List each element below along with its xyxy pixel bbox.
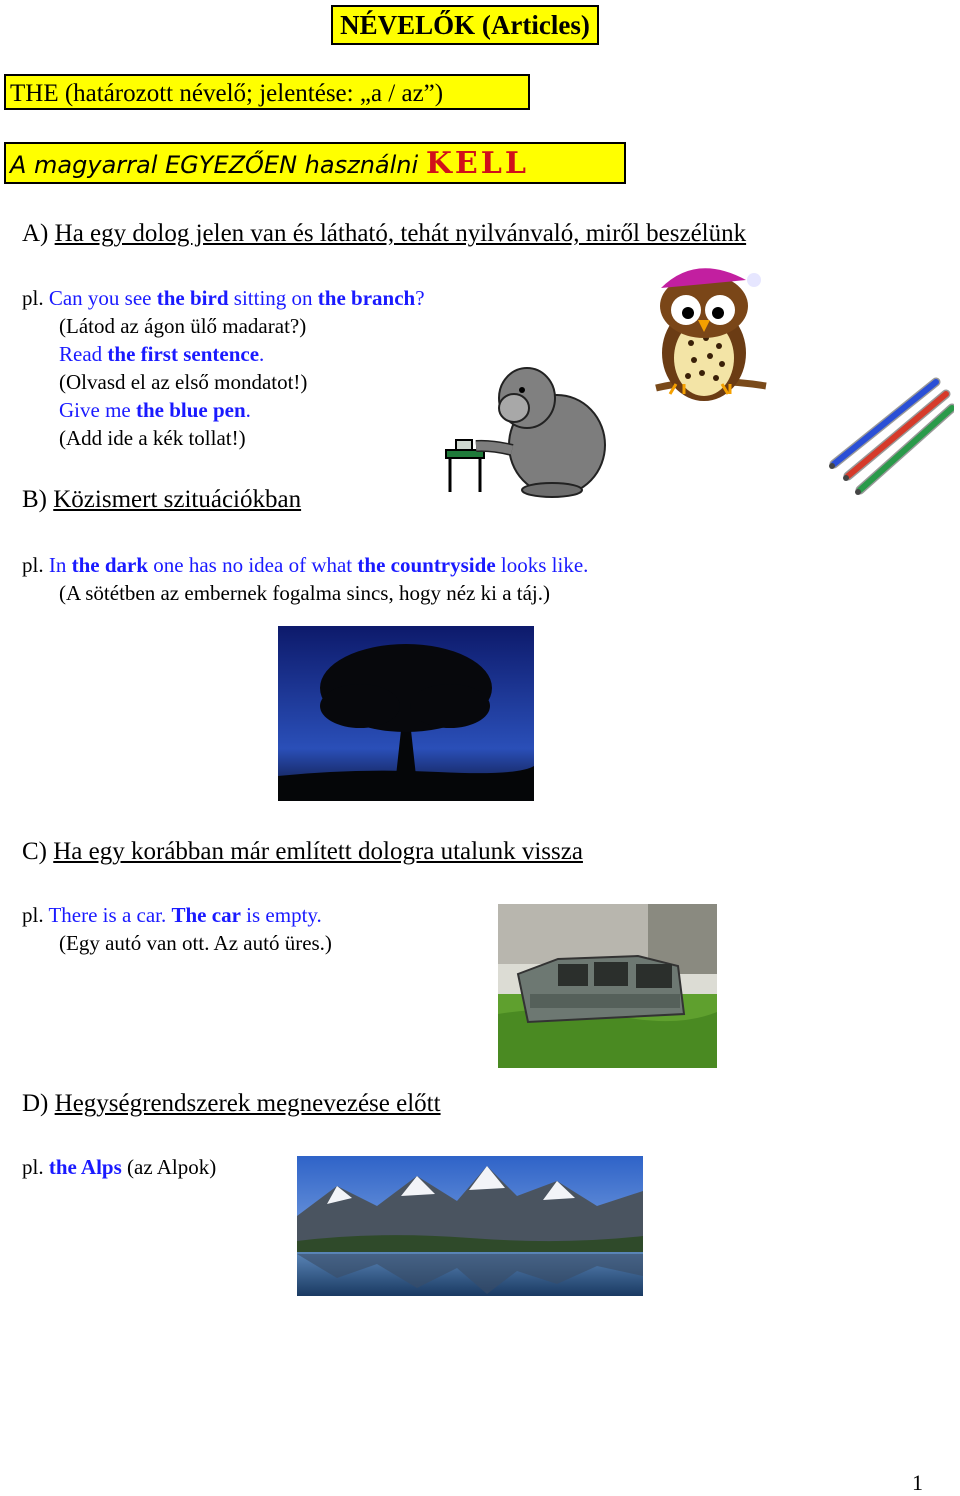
- section-b-translation: (A sötétben az embernek fogalma sincs, hogy néz ki a táj.): [59, 581, 550, 605]
- section-d-letter: D): [22, 1090, 49, 1117]
- section-a-example-1: [22, 284, 425, 312]
- example-sentence: There is a car. The car is empty.: [48, 903, 322, 927]
- example-prefix: pl.: [22, 1155, 44, 1179]
- section-d-example: [22, 1153, 216, 1181]
- example-translation: (az Alpok): [121, 1155, 217, 1179]
- example-sentence: In the dark one has no idea of what the countryside looks like.: [48, 553, 589, 577]
- page-number: 1: [912, 1470, 923, 1495]
- section-a-example-3: Give me the blue pen.: [59, 398, 251, 422]
- section-c-example: [22, 901, 322, 929]
- section-c-letter: C): [22, 838, 47, 865]
- section-a-translation-1: (Látod az ágon ülő madarat?): [59, 314, 307, 338]
- section-b-heading: [22, 486, 301, 514]
- section-c-title: Ha egy korábban már említett dologra utalunk vissza: [53, 838, 583, 865]
- the-definition-header: THE (határozott névelő; jelentése: „a / az”): [4, 74, 530, 110]
- example-prefix: pl.: [22, 553, 44, 577]
- section-a-letter: A): [22, 220, 49, 247]
- example-prefix: pl.: [22, 903, 44, 927]
- owl-illustration: [636, 258, 776, 418]
- section-d-heading: [22, 1090, 441, 1118]
- section-b-title: Közismert szituációkban: [53, 486, 302, 513]
- section-a-heading: [22, 220, 746, 248]
- page-title: NÉVELŐK (Articles): [331, 5, 599, 45]
- section-c-translation: (Egy autó van ott. Az autó üres.): [59, 931, 332, 955]
- night-tree-photo: [278, 626, 534, 801]
- section-c-heading: [22, 838, 583, 866]
- pens-illustration: [826, 372, 954, 502]
- example-sentence: Can you see the bird sitting on the branch?: [48, 286, 425, 310]
- example-prefix: pl.: [22, 286, 44, 310]
- usage-rule-header: [4, 142, 626, 184]
- section-b-letter: B): [22, 486, 47, 513]
- section-a-title: Ha egy dolog jelen van és látható, tehát nyilvánvaló, miről beszélünk: [54, 220, 747, 247]
- section-b-example: [22, 551, 588, 579]
- section-a-example-2: Read the first sentence.: [59, 342, 265, 366]
- usage-rule-emphasis: KELL: [425, 146, 529, 181]
- example-sentence: the Alps: [48, 1155, 122, 1179]
- section-a-translation-2: (Olvasd el az első mondatot!): [59, 370, 308, 394]
- section-a-translation-3: (Add ide a kék tollat!): [59, 426, 246, 450]
- abandoned-car-photo: [498, 904, 717, 1068]
- alps-mountain-photo: [297, 1156, 643, 1296]
- gorilla-illustration: [442, 350, 612, 498]
- section-d-title: Hegységrendszerek megnevezése előtt: [54, 1090, 441, 1117]
- usage-rule-text: A magyarral EGYEZŐEN használni: [10, 151, 419, 179]
